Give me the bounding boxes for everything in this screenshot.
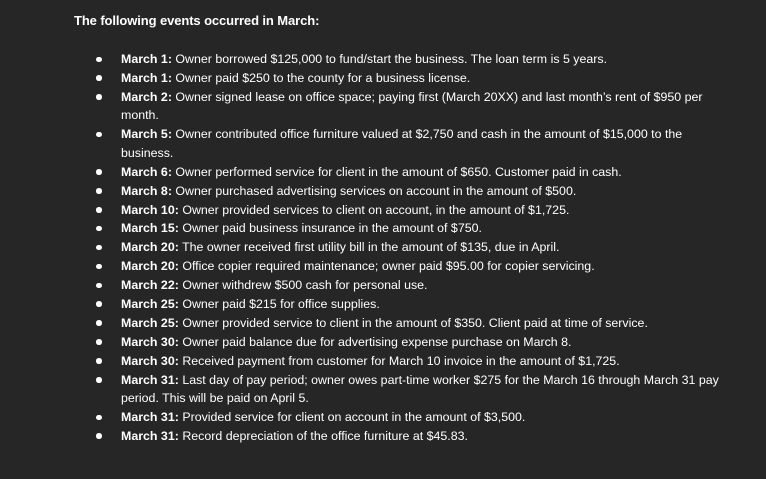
event-item [0, 50, 766, 69]
bullet-icon [96, 415, 102, 421]
event-description: Owner withdrew $500 cash for personal use. [182, 278, 428, 293]
bullet-icon [96, 301, 102, 307]
event-item [0, 295, 766, 314]
event-date: March 20: [121, 259, 179, 274]
event-date: March 6: [121, 164, 172, 179]
event-date: March 20: [121, 240, 179, 255]
event-description: Owner signed lease on office space; paying first (March 20XX) and last month’s rent of $950 per month. [121, 89, 703, 123]
event-item [0, 163, 766, 182]
event-item [0, 276, 766, 295]
event-description: Owner borrowed $125,000 to fund/start the business. The loan term is 5 years. [175, 52, 608, 66]
event-item [0, 371, 766, 408]
event-item [0, 88, 766, 125]
event-list [0, 50, 766, 446]
event-description: Office copier required maintenance; owner paid $95.00 for copier servicing. [182, 259, 595, 274]
event-description: Owner paid $250 to the county for a business license. [175, 70, 471, 85]
page-heading: The following events occurred in March: [74, 13, 320, 28]
event-description: Owner performed service for client in the amount of $650. Customer paid in cash. [175, 164, 622, 179]
bullet-icon [96, 433, 102, 439]
event-date: March 22: [121, 278, 179, 293]
event-date: March 10: [121, 202, 179, 217]
event-date: March 31: [121, 372, 179, 387]
bullet-icon [96, 169, 102, 175]
event-item [0, 238, 766, 257]
bullet-icon [96, 207, 102, 213]
event-date: March 1: [121, 52, 172, 66]
event-date: March 25: [121, 315, 179, 330]
event-date: March 8: [121, 183, 172, 198]
event-item [0, 352, 766, 371]
event-description: Owner provided service to client in the amount of $350. Client paid at time of service. [182, 315, 648, 330]
event-description: Owner paid balance due for advertising expense purchase on March 8. [182, 334, 572, 349]
bullet-icon [96, 358, 102, 364]
event-date: March 5: [121, 127, 172, 142]
event-item [0, 219, 766, 238]
bullet-icon [96, 339, 102, 345]
event-description: Last day of pay period; owner owes part-time worker $275 for the March 16 through March 31 pay period. This will be paid on April 5. [121, 372, 719, 406]
bullet-icon [96, 377, 102, 383]
event-date: March 25: [121, 296, 179, 311]
event-description: Owner paid business insurance in the amount of $750. [182, 221, 482, 236]
event-date: March 31: [121, 410, 179, 425]
event-description: Owner contributed office furniture valued at $2,750 and cash in the amount of $15,000 to the business. [121, 127, 683, 160]
bullet-icon [96, 226, 102, 232]
event-item [0, 427, 766, 446]
bullet-icon [96, 188, 102, 194]
event-date: March 2: [121, 89, 172, 104]
event-description: Provided service for client on account in the amount of $3,500. [182, 410, 526, 425]
event-description: Received payment from customer for March 10 invoice in the amount of $1,725. [182, 353, 620, 368]
event-description: Owner purchased advertising services on account in the amount of $500. [175, 183, 577, 198]
event-item [0, 182, 766, 201]
event-description: The owner received first utility bill in the amount of $135, due in April. [182, 240, 560, 255]
event-date: March 30: [121, 334, 179, 349]
bullet-icon [96, 94, 102, 100]
bullet-icon [96, 283, 102, 289]
event-item [0, 201, 766, 220]
event-item [0, 408, 766, 427]
event-item [0, 314, 766, 333]
bullet-icon [96, 75, 102, 81]
bullet-icon [96, 57, 102, 63]
bullet-icon [96, 264, 102, 270]
event-description: Owner provided services to client on account, in the amount of $1,725. [182, 202, 570, 217]
event-description: Owner paid $215 for office supplies. [182, 296, 380, 311]
event-description: Record depreciation of the office furniture at $45.83. [182, 428, 468, 443]
bullet-icon [96, 320, 102, 326]
event-item [0, 69, 766, 88]
event-item [0, 333, 766, 352]
bullet-icon [96, 132, 102, 138]
event-date: March 31: [121, 428, 179, 443]
event-item [0, 257, 766, 276]
event-date: March 30: [121, 353, 179, 368]
event-item [0, 125, 766, 162]
event-date: March 15: [121, 221, 179, 236]
event-date: March 1: [121, 70, 172, 85]
bullet-icon [96, 245, 102, 251]
